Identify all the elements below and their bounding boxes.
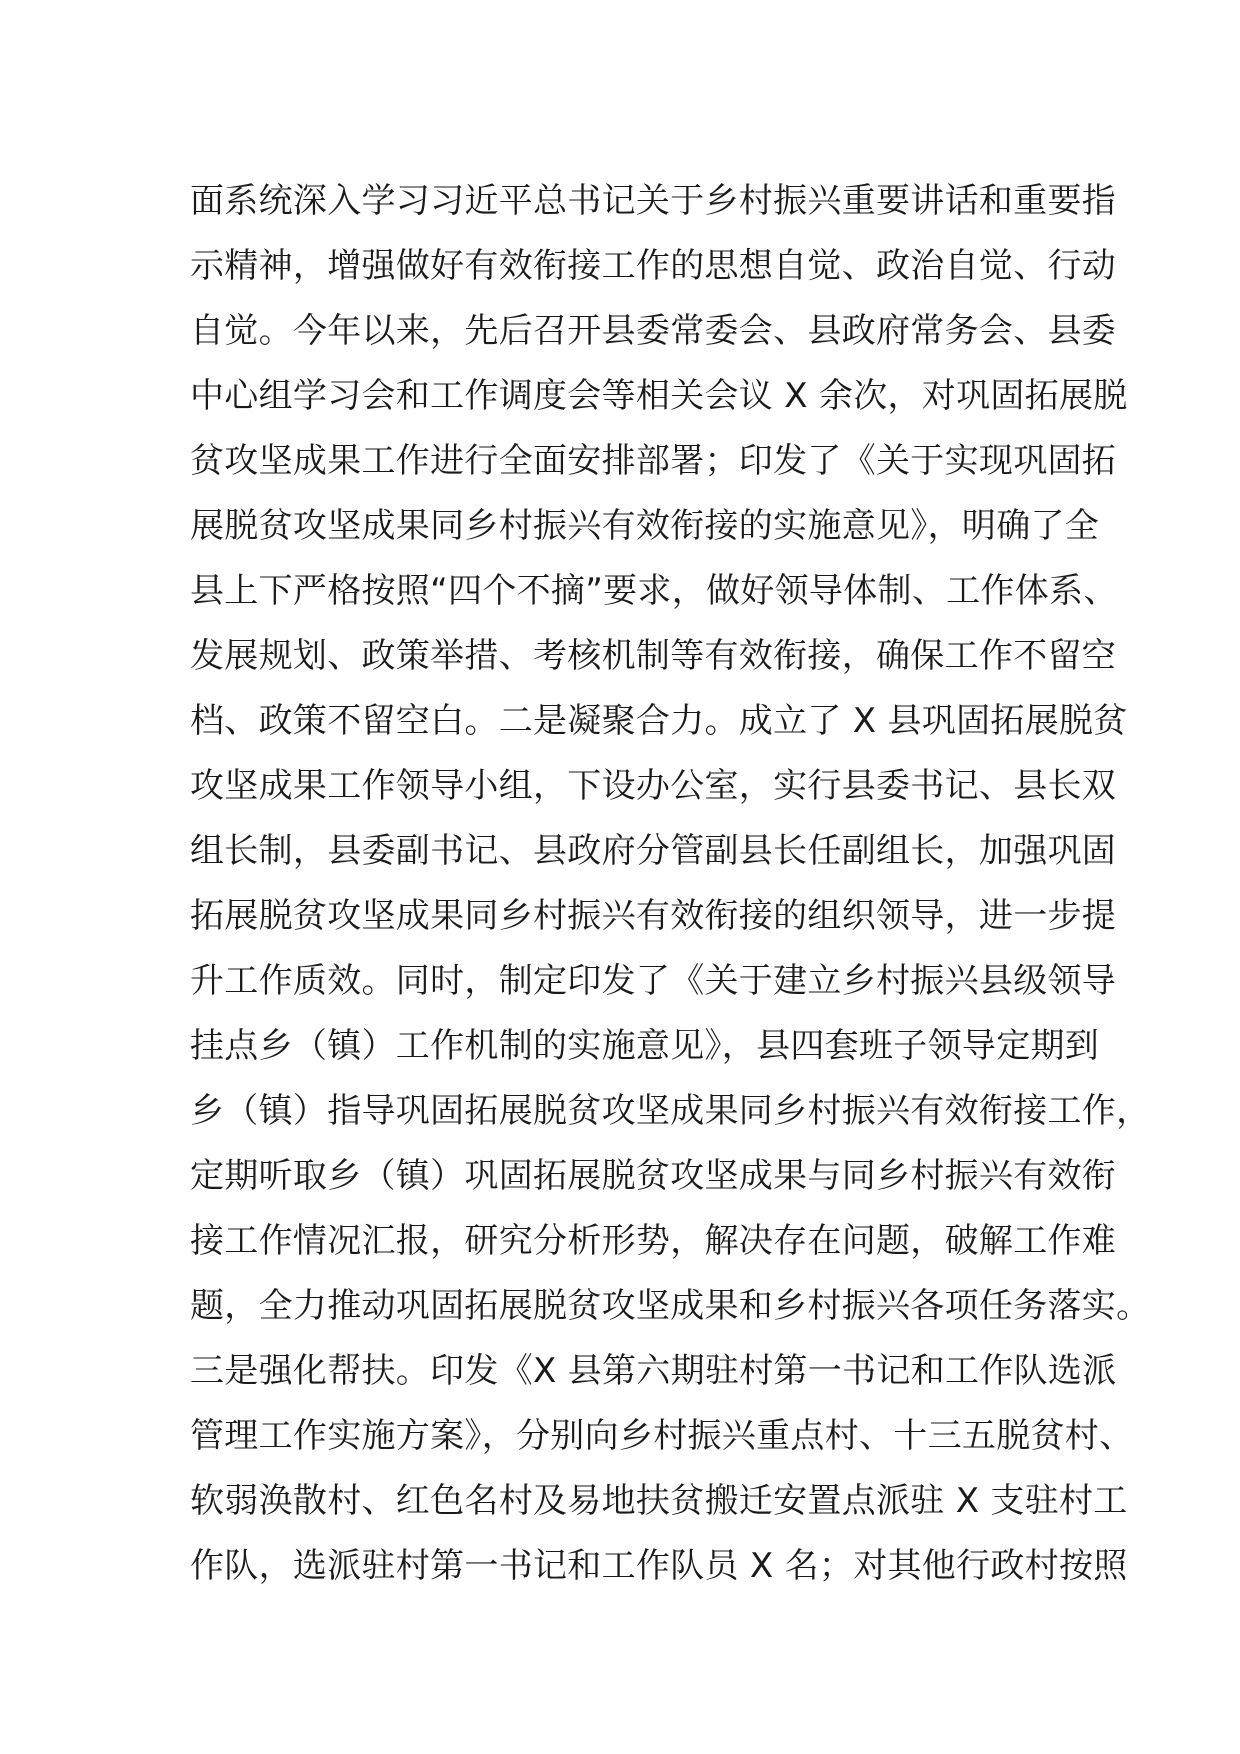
text-line: 发展规划、政策举措、考核机制等有效衔接，确保工作不留空 xyxy=(190,636,1117,676)
text-line: 乡（镇）指导巩固拓展脱贫攻坚成果同乡村振兴有效衔接工作， xyxy=(190,1091,1151,1131)
text-line: 示精神，增强做好有效衔接工作的思想自觉、政治自觉、行动 xyxy=(190,246,1117,286)
text-line: 县上下严格按照“四个不摘”要求，做好领导体制、工作体系、 xyxy=(190,571,1118,611)
text-line: 题，全力推动巩固拓展脱贫攻坚成果和乡村振兴各项任务落实。 xyxy=(190,1286,1151,1326)
text-line: 接工作情况汇报，研究分析形势，解决存在问题，破解工作难 xyxy=(190,1221,1117,1261)
text-line: 攻坚成果工作领导小组，下设办公室，实行县委书记、县长双 xyxy=(190,766,1117,806)
body-paragraph xyxy=(190,169,1151,1599)
text-line: 定期听取乡（镇）巩固拓展脱贫攻坚成果与同乡村振兴有效衔 xyxy=(190,1156,1117,1196)
text-line: 面系统深入学习习近平总书记关于乡村振兴重要讲话和重要指 xyxy=(190,181,1117,221)
text-line: 管理工作实施方案》，分别向乡村振兴重点村、十三五脱贫村、 xyxy=(190,1416,1134,1456)
text-line: 组长制，县委副书记、县政府分管副县长任副组长，加强巩固 xyxy=(190,831,1117,871)
text-line: 中心组学习会和工作调度会等相关会议 X 余次，对巩固拓展脱 xyxy=(190,376,1128,416)
text-line: 展脱贫攻坚成果同乡村振兴有效衔接的实施意见》，明确了全 xyxy=(190,506,1100,546)
text-line: 作队，选派驻村第一书记和工作队员 X 名；对其他行政村按照 xyxy=(190,1546,1128,1586)
text-line: 贫攻坚成果工作进行全面安排部署；印发了《关于实现巩固拓 xyxy=(190,441,1117,481)
text-line: 软弱涣散村、红色名村及易地扶贫搬迁安置点派驻 X 支驻村工 xyxy=(190,1481,1128,1521)
text-line: 三是强化帮扶。印发《X 县第六期驻村第一书记和工作队选派 xyxy=(190,1351,1117,1391)
text-line: 档、政策不留空白。二是凝聚合力。成立了 X 县巩固拓展脱贫 xyxy=(190,701,1128,741)
text-line: 拓展脱贫攻坚成果同乡村振兴有效衔接的组织领导，进一步提 xyxy=(190,896,1117,936)
text-line: 自觉。今年以来，先后召开县委常委会、县政府常务会、县委 xyxy=(190,311,1117,351)
text-line: 挂点乡（镇）工作机制的实施意见》，县四套班子领导定期到 xyxy=(190,1026,1100,1066)
text-line: 升工作质效。同时，制定印发了《关于建立乡村振兴县级领导 xyxy=(190,961,1117,1001)
